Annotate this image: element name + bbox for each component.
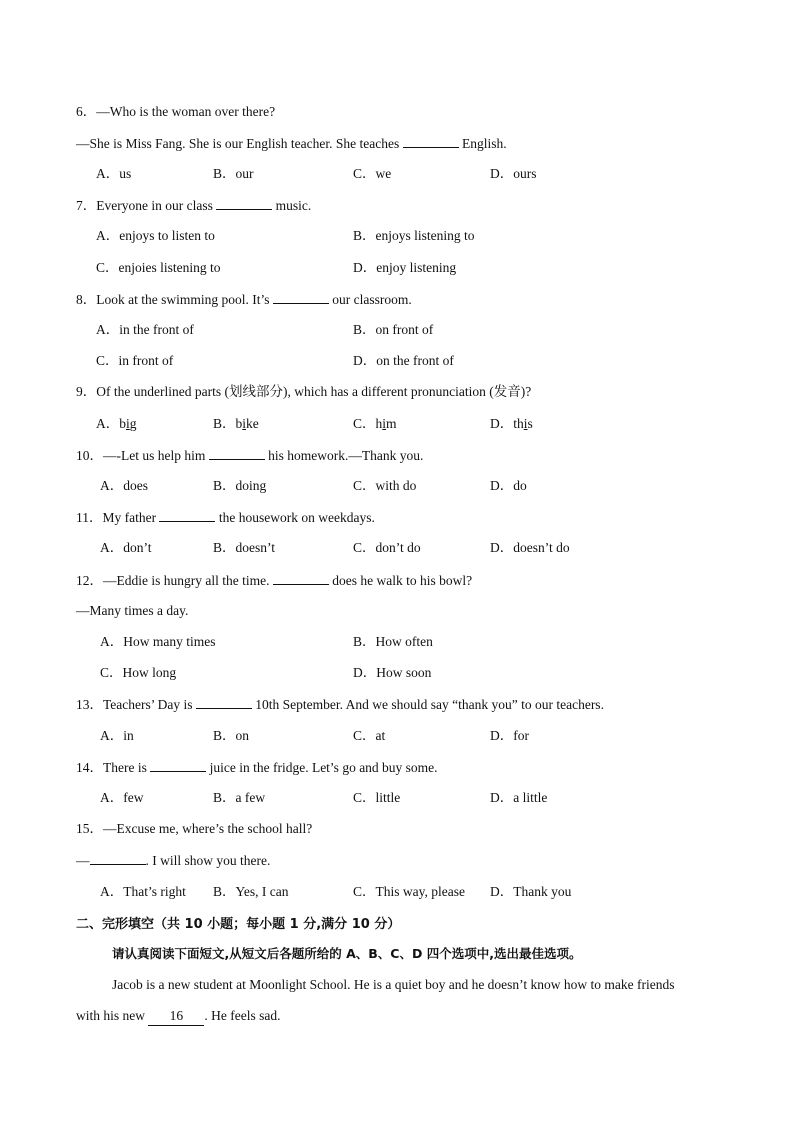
- option-c[interactable]: C．How long: [100, 665, 177, 680]
- option-b[interactable]: B．bike: [213, 416, 259, 431]
- option-b[interactable]: B．enjoys listening to: [353, 228, 475, 243]
- question-6-stem: 6．—Who is the woman over there?: [76, 104, 276, 119]
- question-15-stem: 15．—Excuse me, where’s the school hall?: [76, 821, 313, 836]
- option-d[interactable]: D．this: [490, 416, 533, 431]
- option-c[interactable]: C．at: [353, 728, 386, 743]
- section-2-title: 二、完形填空（共 10 小题；每小题 1 分,满分 10 分）: [76, 917, 401, 932]
- underlined-letter: i: [126, 416, 130, 431]
- answer-blank[interactable]: [216, 196, 272, 210]
- option-a[interactable]: A．That’s right: [100, 884, 186, 899]
- option-a[interactable]: A．big: [96, 416, 137, 431]
- answer-blank[interactable]: [159, 508, 215, 522]
- question-10-stem: 10．—-Let us help him his homework.—Thank you.: [76, 448, 424, 463]
- option-b[interactable]: B．a few: [213, 790, 266, 805]
- answer-blank[interactable]: [209, 446, 265, 460]
- option-a[interactable]: A．How many times: [100, 634, 216, 649]
- option-c[interactable]: C．little: [353, 790, 401, 805]
- option-b[interactable]: B．doesn’t: [213, 540, 276, 555]
- question-11-stem: 11．My father the housework on weekdays.: [76, 510, 375, 525]
- option-c[interactable]: C．with do: [353, 478, 417, 493]
- question-13-stem: 13．Teachers’ Day is 10th September. And we should say “thank you” to our teachers.: [76, 697, 604, 712]
- underlined-letter: i: [242, 416, 247, 431]
- option-d[interactable]: D．ours: [490, 166, 537, 181]
- option-d[interactable]: D．a little: [490, 790, 548, 805]
- question-15-response: — . I will show you there.: [76, 853, 271, 868]
- question-12-stem: 12．—Eddie is hungry all the time. does he walk to his bowl?: [76, 573, 473, 588]
- option-d[interactable]: D．How soon: [353, 665, 432, 680]
- passage: [76, 976, 718, 1026]
- answer-blank[interactable]: [273, 290, 329, 304]
- cloze-blank-16[interactable]: 16: [148, 1007, 204, 1026]
- option-b[interactable]: B．on: [213, 728, 250, 743]
- answer-blank[interactable]: [90, 851, 146, 865]
- option-c[interactable]: C．him: [353, 416, 397, 431]
- option-d[interactable]: D．doesn’t do: [490, 540, 570, 555]
- question-6-answer-line: —She is Miss Fang. She is our English teacher. She teaches English.: [76, 136, 507, 151]
- answer-blank[interactable]: [196, 695, 252, 709]
- option-c[interactable]: C．don’t do: [353, 540, 421, 555]
- section-2-instruction: 请认真阅读下面短文,从短文后各题所给的 A、B、C、D 四个选项中,选出最佳选项。: [112, 946, 582, 961]
- passage-line-2: with his new 16 . He feels sad.: [76, 1007, 718, 1026]
- option-c[interactable]: C．we: [353, 166, 392, 181]
- option-c[interactable]: C．in front of: [96, 353, 174, 368]
- option-a[interactable]: A．few: [100, 790, 144, 805]
- answer-blank[interactable]: [403, 134, 459, 148]
- question-14-stem: 14．There is juice in the fridge. Let’s go and buy some.: [76, 760, 438, 775]
- option-b[interactable]: B．our: [213, 166, 254, 181]
- option-c[interactable]: C．enjoies listening to: [96, 260, 221, 275]
- option-a[interactable]: A．in the front of: [96, 322, 194, 337]
- question-12-response: —Many times a day.: [76, 603, 189, 618]
- question-7-stem: 7．Everyone in our class music.: [76, 198, 312, 213]
- option-a[interactable]: A．does: [100, 478, 148, 493]
- option-c[interactable]: C．This way, please: [353, 884, 465, 899]
- question-9-stem: 9．Of the underlined parts (划线部分), which has a different pronunciation (发音)?: [76, 384, 532, 399]
- option-a[interactable]: A．don’t: [100, 540, 152, 555]
- question-8-stem: 8．Look at the swimming pool. It’s our classroom.: [76, 292, 412, 307]
- option-a[interactable]: A．in: [100, 728, 134, 743]
- option-d[interactable]: D．on the front of: [353, 353, 454, 368]
- underlined-letter: i: [523, 416, 528, 431]
- option-d[interactable]: D．Thank you: [490, 884, 572, 899]
- option-a[interactable]: A．us: [96, 166, 132, 181]
- option-b[interactable]: B．doing: [213, 478, 267, 493]
- option-d[interactable]: D．for: [490, 728, 529, 743]
- option-b[interactable]: B．on front of: [353, 322, 434, 337]
- answer-blank[interactable]: [150, 758, 206, 772]
- option-d[interactable]: D．do: [490, 478, 527, 493]
- option-b[interactable]: B．Yes, I can: [213, 884, 289, 899]
- option-d[interactable]: D．enjoy listening: [353, 260, 457, 275]
- option-b[interactable]: B．How often: [353, 634, 433, 649]
- answer-blank[interactable]: [273, 571, 329, 585]
- passage-line-1: Jacob is a new student at Moonlight School. He is a quiet boy and he doesn’t know how to make friends: [112, 977, 675, 992]
- underlined-letter: i: [382, 416, 387, 431]
- option-a[interactable]: A．enjoys to listen to: [96, 228, 215, 243]
